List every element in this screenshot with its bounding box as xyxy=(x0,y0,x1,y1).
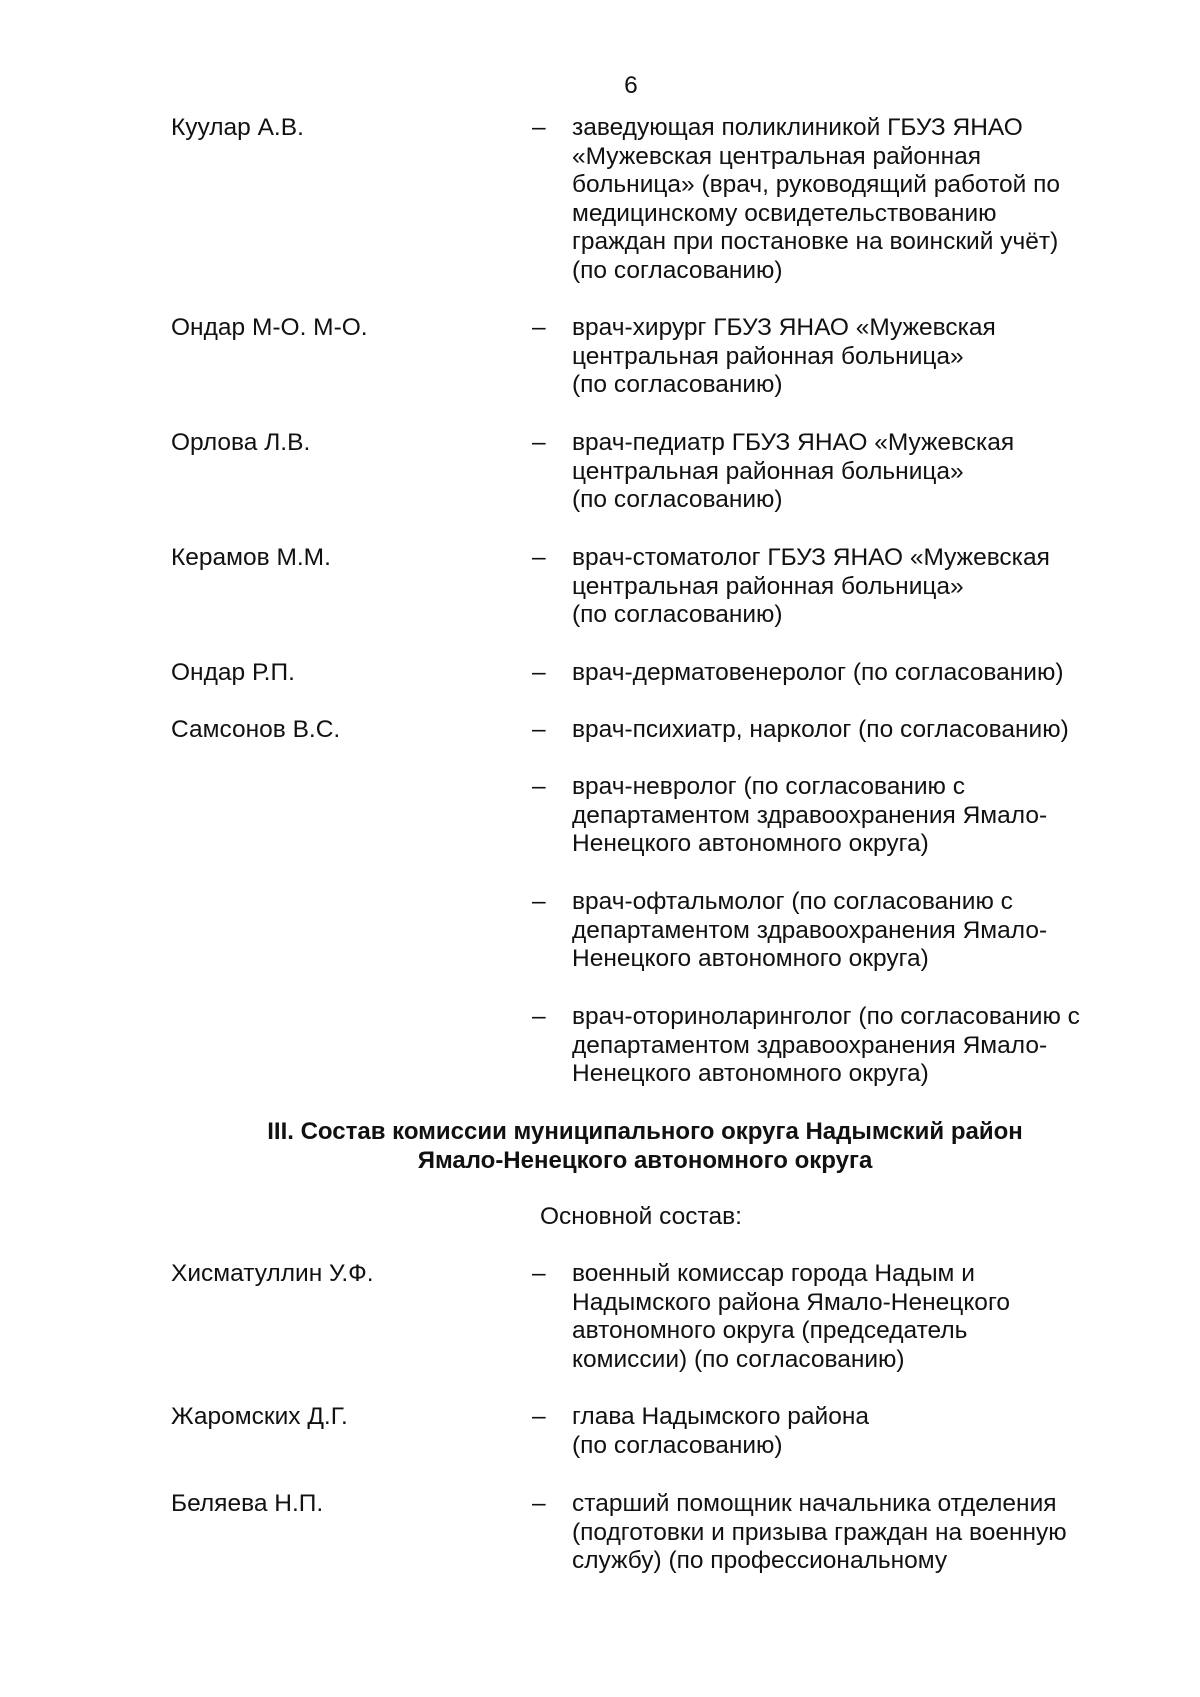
page-number xyxy=(0,72,1200,101)
dash-separator: – xyxy=(532,1003,546,1030)
member-position: врач-оториноларинголог (по согласованию с департаментом здравоохранения Ямало- Ненецкого автономного округа) xyxy=(572,1003,1080,1087)
member-position: военный комиссар города Надым и Надымского района Ямало-Ненецкого автономного округа (председатель комиссии) (по согласованию) xyxy=(572,1260,1010,1373)
member-position: врач-педиатр ГБУЗ ЯНАО «Мужевская центральная районная больница» (по согласованию) xyxy=(572,429,1015,513)
member-position: старший помощник начальника отделения (подготовки и призыва граждан на военную службу) (по профессиональному xyxy=(572,1490,1067,1574)
member-name: Жаромских Д.Г. xyxy=(171,1403,348,1430)
member-name: Ондар М-О. М-О. xyxy=(171,314,368,341)
member-name: Ондар Р.П. xyxy=(171,659,295,686)
dash-separator: – xyxy=(532,716,546,743)
dash-separator: – xyxy=(532,314,546,341)
member-name: Керамов М.М. xyxy=(171,544,331,571)
dash-separator: – xyxy=(532,888,546,915)
dash-separator: – xyxy=(532,429,546,456)
member-name: Хисматуллин У.Ф. xyxy=(171,1260,374,1287)
member-position: врач-дерматовенеролог (по согласованию) xyxy=(572,659,1064,686)
member-position: врач-хирург ГБУЗ ЯНАО «Мужевская центральная районная больница» (по согласованию) xyxy=(572,314,996,398)
member-name: Орлова Л.В. xyxy=(171,429,311,456)
member-position: врач-психиатр, нарколог (по согласованию) xyxy=(572,716,1069,743)
member-name: Самсонов В.С. xyxy=(171,716,341,743)
member-position: врач-офтальмолог (по согласованию с департаментом здравоохранения Ямало- Ненецкого автономного округа) xyxy=(572,888,1048,972)
page-number-text: 6 xyxy=(624,72,638,99)
dash-separator: – xyxy=(532,1260,546,1287)
section-subheading: Основной состав: xyxy=(540,1203,742,1230)
dash-separator: – xyxy=(532,114,546,141)
dash-separator: – xyxy=(532,544,546,571)
member-position: глава Надымского района (по согласованию) xyxy=(572,1403,869,1459)
dash-separator: – xyxy=(532,1490,546,1517)
member-name: Беляева Н.П. xyxy=(171,1490,324,1517)
dash-separator: – xyxy=(532,659,546,686)
dash-separator: – xyxy=(532,773,546,800)
member-position: заведующая поликлиникой ГБУЗ ЯНАО «Мужевская центральная районная больница» (врач, руководящий работой по медицинскому освидетельствованию граждан при постановке на воинский учёт) (по согласованию) xyxy=(572,114,1061,284)
member-position: врач-невролог (по согласованию с департаментом здравоохранения Ямало- Ненецкого автономного округа) xyxy=(572,773,1048,857)
section-heading: III. Состав комиссии муниципального округа Надымский район Ямало-Ненецкого автономного округа xyxy=(267,1118,1023,1174)
member-position: врач-стоматолог ГБУЗ ЯНАО «Мужевская центральная районная больница» (по согласованию) xyxy=(572,544,1050,628)
dash-separator: – xyxy=(532,1403,546,1430)
member-name: Куулар А.В. xyxy=(171,114,304,141)
